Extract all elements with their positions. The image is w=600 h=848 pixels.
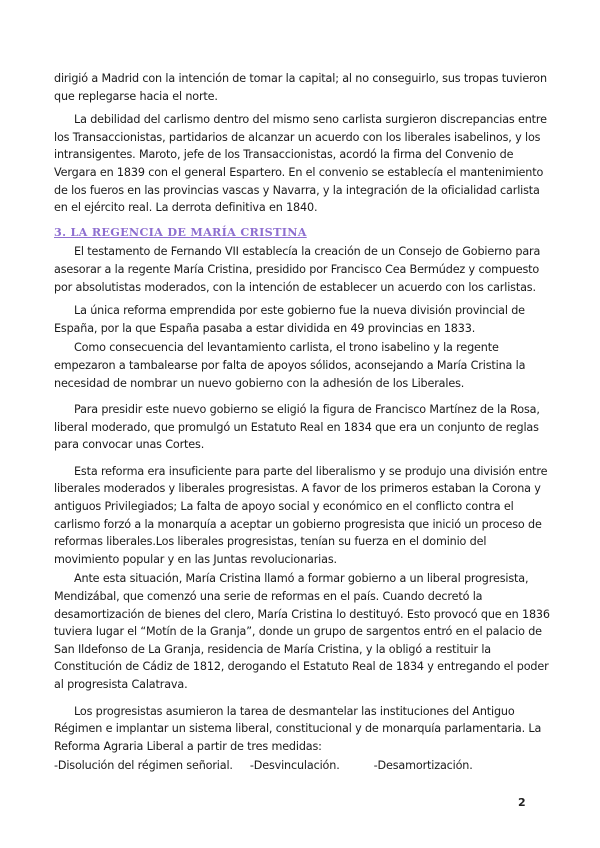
paragraph-4: La única reforma emprendida por este gobierno fue la nueva división provincial de España, por la que España pasaba a estar dividida en 49 provincias en 1833. <box>54 304 525 335</box>
paragraph-6: Para presidir este nuevo gobierno se eligió la figura de Francisco Martínez de la Rosa, liberal moderado, que promulgó un Estatuto Real en 1834 que era un conjunto de reglas para convocar unas Cortes. <box>54 403 540 452</box>
measures-list: -Disolución del régimen señorial. -Desvinculación. -Desamortización. <box>54 759 473 773</box>
paragraph-9: Los progresistas asumieron la tarea de desmantelar las instituciones del Antiguo Régimen e implantar un sistema liberal, constitucional y de monarquía parlamentaria. La Reforma Agraria Liberal a partir de tres medidas: <box>54 704 542 753</box>
paragraph-5: Como consecuencia del levantamiento carlista, el trono isabelino y la regente empezaron a tambalearse por falta de apoyos sólidos, aconsejando a María Cristina la necesidad de nombrar un nuevo gobierno con la adhesión de los Liberales. <box>54 341 526 390</box>
paragraph-8: Ante esta situación, María Cristina llamó a formar gobierno a un liberal progresista, Mendizábal, que comenzó una serie de reformas en el país. Cuando decretó la desamortización de bienes del clero, María Cristina lo destituyó. Esto provocó que en 1836 tuviera lugar el “Motín de la Granja”, donde un grupo de sargentos entró en el palacio de San Ildefonso de La Granja, residencia de María Cristina, y la obligó a restituir la Constitución de Cádiz de 1812, derogando el Estatuto Real de 1834 y entregando el poder al progresista Calatrava. <box>54 572 550 691</box>
paragraph-3: El testamento de Fernando VII establecía la creación de un Consejo de Gobierno para asesorar a la regente María Cristina, presidido por Francisco Cea Bermúdez y compuesto por absolutistas moderados, con la intención de establecer un acuerdo con los carlistas. <box>54 245 541 294</box>
section-title: 3. LA REGENCIA DE MARÍA CRISTINA <box>54 224 307 239</box>
paragraph-7: Esta reforma era insuficiente para parte del liberalismo y se produjo una división entre liberales moderados y liberales progresistas. A favor de los primeros estaban la Corona y antiguos Privilegiados; La falta de apoyo social y económico en el conflicto contra el carlismo forzó a la monarquía a aceptar un gobierno progresista que inició un proceso de reformas liberales.Los liberales progresistas, tenían su fuerza en el dominio del movimiento popular y en las Juntas revolucionarias. <box>54 464 548 566</box>
document-page <box>54 70 554 775</box>
page-number: 2 <box>518 796 526 809</box>
paragraph-1: dirigió a Madrid con la intención de tomar la capital; al no conseguirlo, sus tropas tuvieron que replegarse hacia el norte. <box>54 72 547 103</box>
paragraph-2: La debilidad del carlismo dentro del mismo seno carlista surgieron discrepancias entre los Transaccionistas, partidarios de alcanzar un acuerdo con los liberales isabelinos, y los intransigentes. Maroto, jefe de los Transaccionistas, acordó la firma del Convenio de Vergara en 1839 con el general Espartero. En el convenio se establecía el mantenimiento de los fueros en las provincias vascas y Navarra, y la integración de la oficialidad carlista en el ejército real. La derrota definitiva en 1840. <box>54 113 547 215</box>
